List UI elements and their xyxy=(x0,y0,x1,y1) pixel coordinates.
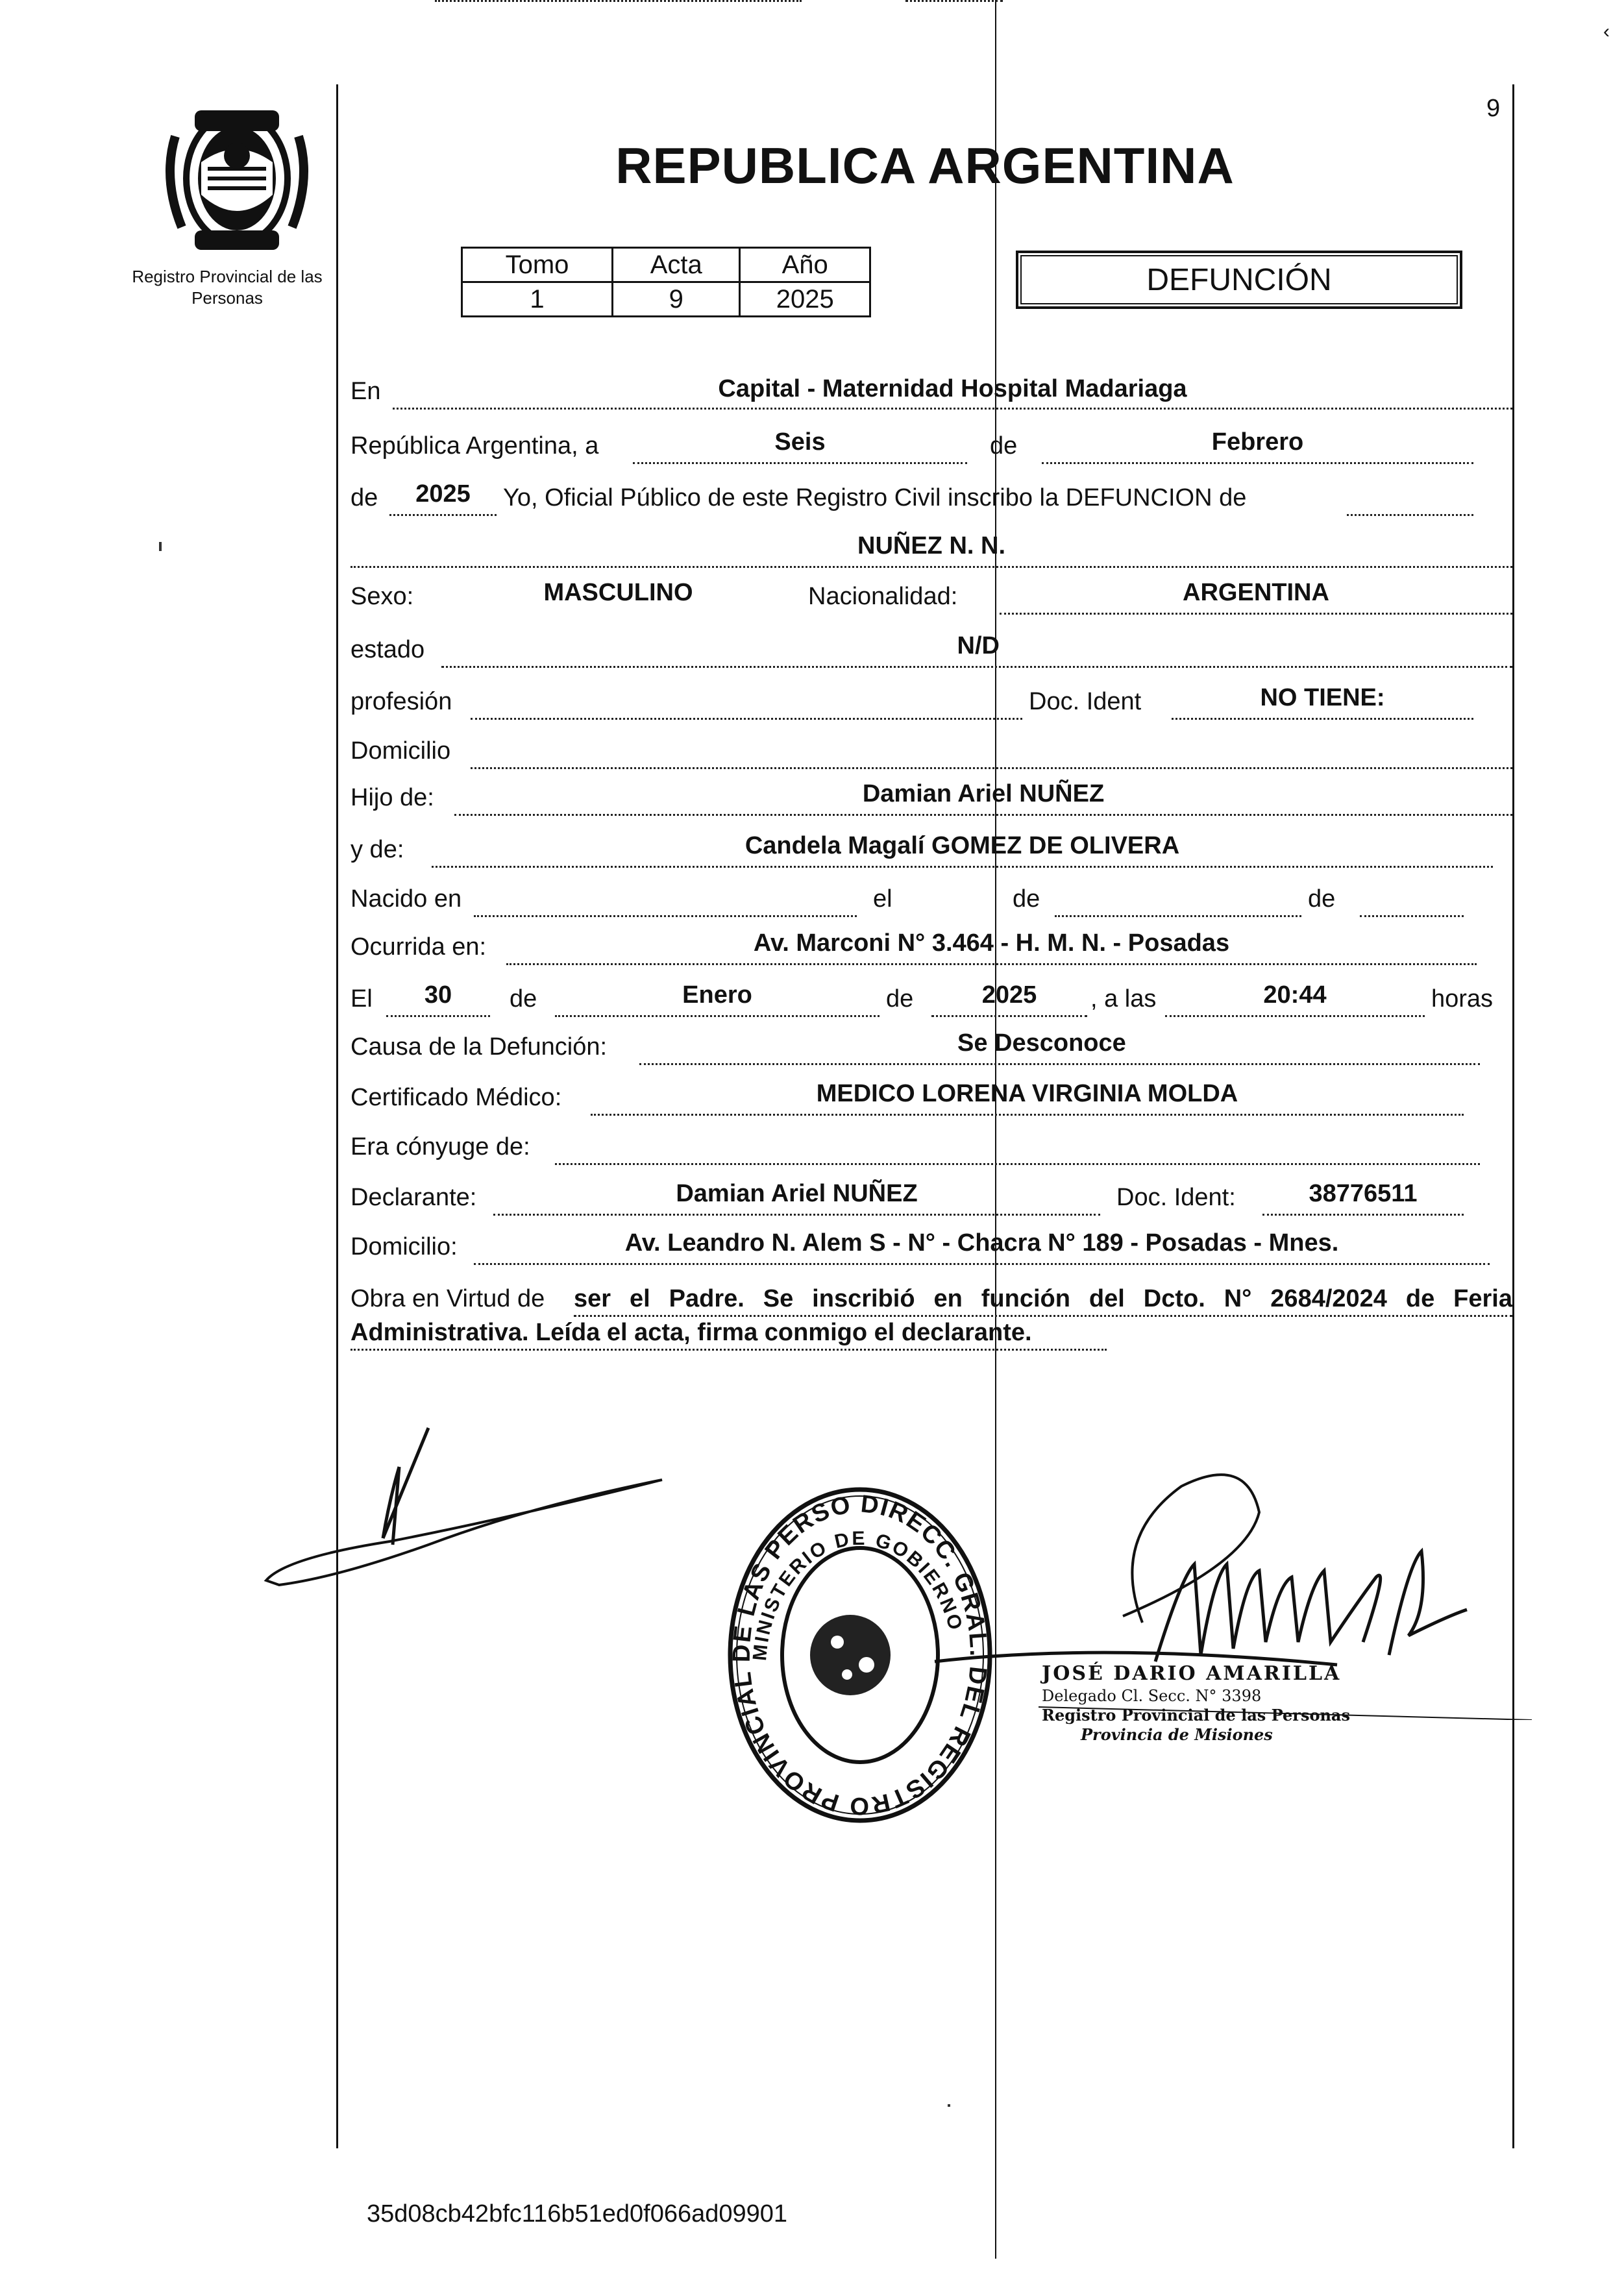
label-hijo-de: Hijo de: xyxy=(351,784,434,811)
label-domicilio: Domicilio xyxy=(351,737,451,765)
label-de-6: de xyxy=(886,985,914,1013)
value-death-time: 20:44 xyxy=(1263,981,1327,1009)
dots-doc-ident xyxy=(1172,718,1473,720)
dots-father xyxy=(454,814,1512,816)
label-estado: estado xyxy=(351,636,425,663)
value-nationality: ARGENTINA xyxy=(1183,579,1329,606)
value-observations-line1: ser el Padre. Se inscribió en función del Dcto. N° 2684/2024 de Feria xyxy=(574,1285,1512,1312)
dots-civil-status xyxy=(441,666,1512,668)
value-day: Seis xyxy=(774,428,826,456)
label-doc-ident-2: Doc. Ident: xyxy=(1116,1184,1236,1211)
dots-observations-1 xyxy=(574,1315,1512,1317)
dots-spouse xyxy=(555,1163,1480,1165)
label-el: el xyxy=(873,885,892,913)
dots-birth-month xyxy=(1055,915,1301,917)
dots-yo-tail xyxy=(1347,514,1473,516)
label-yo-oficial: Yo, Oficial Público de este Registro Civil inscribo la DEFUNCION de xyxy=(503,484,1247,511)
dots-birth-day xyxy=(905,0,1003,2)
value-death-year: 2025 xyxy=(981,981,1037,1009)
dots-occurred xyxy=(506,963,1477,965)
dots-sex xyxy=(435,0,802,2)
dots-domicilio xyxy=(471,767,1512,769)
value-observations-line2: Administrativa. Leída el acta, firma conmigo el declarante. xyxy=(351,1319,1032,1346)
dot-mark xyxy=(948,2104,950,2107)
label-obra-en-virtud: Obra en Virtud de xyxy=(351,1285,545,1312)
value-father: Damian Ariel NUÑEZ xyxy=(862,780,1105,807)
dots-observations-2 xyxy=(351,1349,1107,1351)
dots-birth-year xyxy=(1360,915,1464,917)
dots-declarant-doc xyxy=(1262,1214,1464,1216)
label-causa: Causa de la Defunción: xyxy=(351,1033,608,1061)
country-title: REPUBLICA ARGENTINA xyxy=(615,137,1235,194)
corner-mark: ‹ xyxy=(1603,21,1610,42)
dots-deceased-name xyxy=(351,566,1512,568)
dots-birth-place xyxy=(474,915,857,917)
label-doc-ident: Doc. Ident xyxy=(1029,688,1142,715)
value-sex: MASCULINO xyxy=(543,579,693,606)
dots-mother xyxy=(432,866,1493,868)
label-nacionalidad: Nacionalidad: xyxy=(808,583,958,610)
label-republica: República Argentina, a xyxy=(351,432,599,460)
label-y-de: y de: xyxy=(351,836,404,863)
left-margin-rule xyxy=(336,84,338,2148)
label-en: En xyxy=(351,378,381,405)
label-de-5: de xyxy=(510,985,537,1013)
stamp-outer-text: DIRECC. GRAL. DEL REGISTRO PROVINCIAL DE LAS PERSO xyxy=(728,1490,992,1820)
dots-death-month xyxy=(555,1015,880,1017)
table-value-ano: 2025 xyxy=(740,282,870,317)
label-sexo: Sexo: xyxy=(351,583,414,610)
table-header-ano: Año xyxy=(740,248,870,282)
officer-registry: Registro Provincial de las Personas xyxy=(1042,1705,1350,1725)
value-declarant: Damian Ariel NUÑEZ xyxy=(676,1180,918,1207)
page-number: 9 xyxy=(1486,95,1501,122)
right-margin-rule xyxy=(1512,84,1514,2148)
dots-death-year xyxy=(931,1015,1087,1017)
label-declarante: Declarante: xyxy=(351,1184,477,1211)
label-a-las: , a las xyxy=(1090,985,1157,1013)
dots-cause xyxy=(639,1063,1480,1065)
stamp-inner-text: MINISTERIO DE GOBIERNO xyxy=(748,1527,967,1662)
dots-month xyxy=(1042,462,1473,464)
officer-title: Delegado Cl. Secc. N° 3398 xyxy=(1042,1686,1262,1705)
dots-place xyxy=(393,408,1512,410)
label-horas: horas xyxy=(1431,985,1494,1013)
value-year: 2025 xyxy=(415,480,471,508)
value-death-day: 30 xyxy=(424,981,452,1009)
label-de-4: de xyxy=(1308,885,1336,913)
province-seal xyxy=(156,97,318,260)
dots-profession xyxy=(471,718,1022,720)
dots-death-day xyxy=(386,1015,490,1017)
center-fold-line xyxy=(995,0,996,2259)
label-de-1: de xyxy=(990,432,1018,460)
value-death-month: Enero xyxy=(682,981,752,1009)
officer-stamp xyxy=(1042,1662,1350,1745)
value-cause: Se Desconoce xyxy=(957,1029,1126,1057)
table-value-acta: 9 xyxy=(613,282,740,317)
value-civil-status: N/D xyxy=(957,632,1000,659)
value-declarant-address: Av. Leandro N. Alem S - N° - Chacra N° 189 - Posadas - Mnes. xyxy=(624,1229,1339,1257)
value-certificate: MEDICO LORENA VIRGINIA MOLDA xyxy=(816,1080,1238,1107)
registry-name: Registro Provincial de las Personas xyxy=(132,267,323,308)
value-doc-ident: NO TIENE: xyxy=(1260,684,1385,711)
dots-declarant-address xyxy=(474,1263,1490,1265)
officer-name: JOSÉ DARIO AMARILLA xyxy=(1042,1662,1342,1685)
value-declarant-doc: 38776511 xyxy=(1309,1180,1418,1207)
declarant-signature xyxy=(260,1415,675,1603)
value-month: Febrero xyxy=(1211,428,1304,456)
label-el-cap: El xyxy=(351,985,373,1013)
record-table xyxy=(461,247,871,317)
province-seal-icon xyxy=(156,97,318,260)
dots-declarant xyxy=(493,1214,1100,1216)
label-nacido-en: Nacido en xyxy=(351,885,462,913)
officer-province: Provincia de Misiones xyxy=(1081,1725,1273,1744)
label-certificado: Certificado Médico: xyxy=(351,1084,562,1111)
dots-year xyxy=(389,514,497,516)
label-de-3: de xyxy=(1013,885,1040,913)
label-ocurrida-en: Ocurrida en: xyxy=(351,933,487,961)
table-header-acta: Acta xyxy=(613,248,740,282)
dots-nationality xyxy=(1000,613,1512,615)
dots-certificate xyxy=(591,1114,1464,1116)
document-type-box: DEFUNCIÓN xyxy=(1016,251,1462,309)
label-profesion: profesión xyxy=(351,688,452,715)
dots-day xyxy=(633,462,967,464)
value-deceased-name: NUÑEZ N. N. xyxy=(857,532,1005,559)
value-occurred: Av. Marconi N° 3.464 - H. M. N. - Posadas xyxy=(753,929,1230,957)
label-conyuge: Era cónyuge de: xyxy=(351,1133,530,1160)
document-hash: 35d08cb42bfc116b51ed0f066ad09901 xyxy=(367,2200,788,2228)
value-mother: Candela Magalí GOMEZ DE OLIVERA xyxy=(744,832,1180,859)
label-de-2: de xyxy=(351,484,378,511)
label-domicilio-2: Domicilio: xyxy=(351,1233,458,1260)
table-header-tomo: Tomo xyxy=(462,248,613,282)
value-place: Capital - Maternidad Hospital Madariaga xyxy=(718,375,1187,402)
dots-death-time xyxy=(1165,1015,1425,1017)
margin-mark xyxy=(159,542,162,551)
table-value-tomo: 1 xyxy=(462,282,613,317)
